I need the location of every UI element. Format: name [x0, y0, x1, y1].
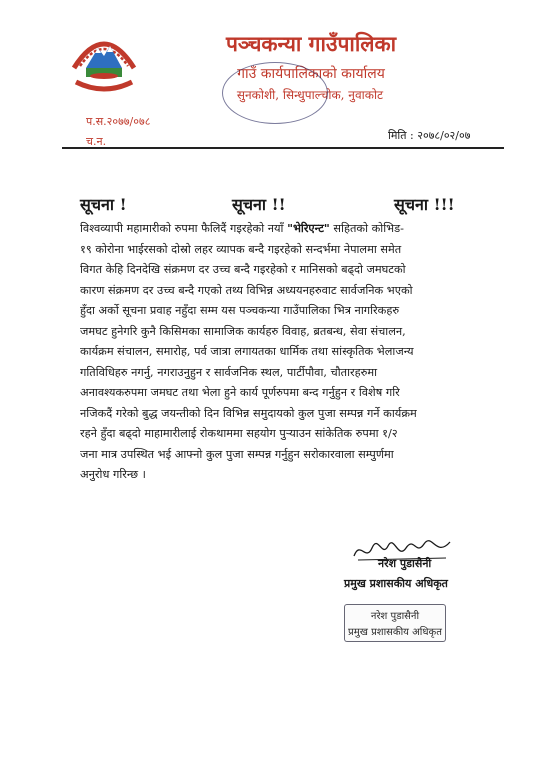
- notice-line-2: १९ कोरोना भाईरसको दोस्रो लहर व्यापक बन्दै गइरहेको सन्दर्भमा नेपालमा समेत: [80, 242, 402, 256]
- notice-heading-1: सूचना !: [80, 195, 127, 214]
- issue-date: [388, 128, 470, 143]
- office-address: सुनकोशी, सिन्धुपाल्चोक, नुवाकोट: [236, 88, 384, 102]
- notice-line-5: हुँदा अर्को सूचना प्रवाह नहुँदा सम्म यस पञ्चकन्या गाउँपालिका भित्र नागरिकहरु: [80, 304, 400, 317]
- notice-heading-3: सूचना !!!: [394, 195, 455, 214]
- notice-line-9: अनावश्यकरुपमा जमघट तथा भेला हुने कार्य पूर्णरुपमा बन्द गर्नुहुन र विशेष गरि: [80, 386, 400, 399]
- notice-line-4: कारण संक्रमण दर उच्च बन्दै गएको तथ्य विभिन्न अध्ययनहरुवाट सार्वजनिक भएको: [80, 283, 413, 297]
- notice-line-1: विश्वव्यापी महामारीको रुपमा फैलिदैं गइरहेको नयाँ "भेरिएन्ट" सहितको कोभिड-: [80, 221, 404, 235]
- notice-line-11: रहने हुँदा बढ्दो माहामारीलाई रोकथाममा सहयोग पुऱ्याउन सांकेतिक रुपमा १/२: [80, 427, 398, 440]
- notice-heading-2: सूचना !!: [232, 195, 286, 214]
- office-round-stamp: [222, 62, 328, 124]
- stamp-title: प्रमुख प्रशासकीय अधिकृत: [348, 627, 442, 638]
- notice-line-6: जमघट हुनेगरि कुनै किसिमका सामाजिक कार्यहरु विवाह, ब्रतबन्ध, सेवा संचालन,: [80, 324, 406, 338]
- official-stamp: [344, 604, 446, 642]
- notice-line-13: अनुरोध गरिन्छ ।: [80, 468, 146, 481]
- notice-line-8: गतिविधिहरु नगर्नु, नगराउनुहुन र सार्वजनिक स्थल, पार्टीपौवा, चौतारहरुमा: [80, 365, 378, 379]
- variant-term: "भेरिएन्ट": [287, 221, 330, 235]
- signer-title: प्रमुख प्रशासकीय अधिकृत: [344, 577, 448, 590]
- signer-name: नरेश पुडासैनी: [378, 557, 432, 570]
- organization-name: पञ्चकन्या गाउँपालिका: [225, 31, 397, 56]
- notice-line-3: विगत केहि दिनदेखि संक्रमण दर उच्च बन्दै गइरहेको र मानिसको बढ्दो जमघटको: [80, 263, 406, 276]
- header-divider: [62, 147, 504, 149]
- notice-body: [80, 218, 480, 486]
- office-name: गाउँ कार्यपालिकाको कार्यालय: [237, 66, 385, 82]
- dispatch-number: च.न.: [86, 135, 107, 148]
- notice-line-7: कार्यक्रम संचालन, समारोह, पर्व जात्रा लगायतका धार्मिक तथा सांस्कृतिक भेलाजन्य: [80, 345, 414, 358]
- reference-number: प.स.२०७७/०७८: [86, 115, 151, 128]
- notice-line-12: जना मात्र उपस्थित भई आफ्नो कुल पुजा सम्पन्न गर्नुहुन सरोकारवाला सम्पुर्णमा: [80, 447, 394, 461]
- nepal-emblem-icon: [64, 28, 144, 94]
- date-value: २०७८/०२/०७: [417, 129, 471, 142]
- notice-line-10: नजिकदैं गरेको बुद्ध जयन्तीको दिन विभिन्न समुदायको कुल पुजा सम्पन्न गर्ने कार्यक्रम: [80, 406, 417, 420]
- date-label: मिति :: [388, 129, 414, 142]
- stamp-name: नरेश पुडासैनी: [370, 611, 420, 622]
